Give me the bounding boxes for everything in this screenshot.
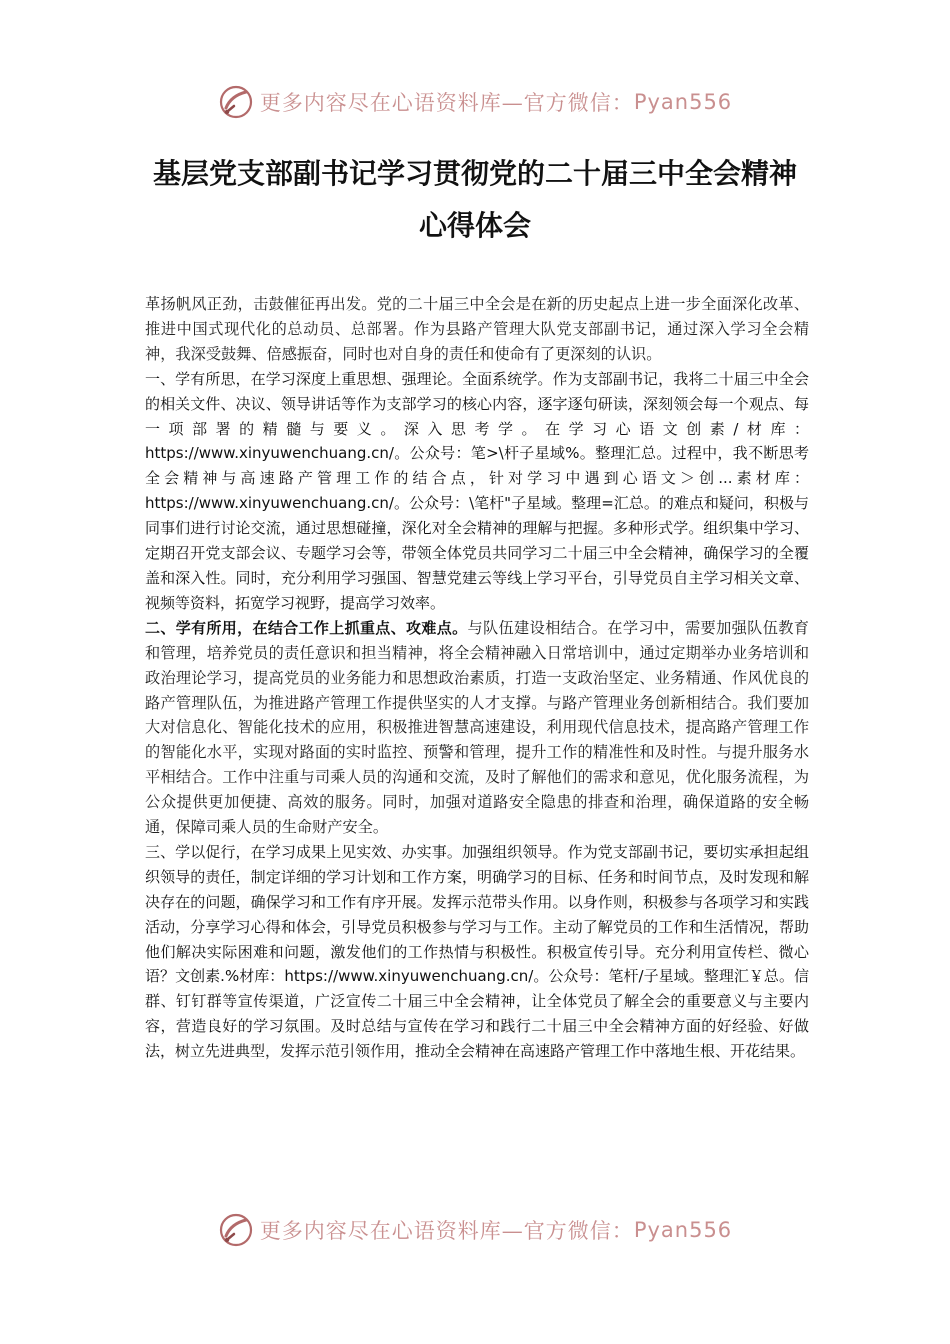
banner-wechat-id: Pyan556 (633, 90, 733, 114)
section-1-paragraph: 一、学有所思，在学习深度上重思想、强理论。全面系统学。作为支部副书记，我将二十届三中全会的相关文件、决议、领导讲话等作为支部学习的核心内容，逐字逐句研读，深刻领会每一个观点、每一项部署的精髓与要义。深入思考学。在学习心语文创素/材库：https://www.xinyuwenchuang.cn/。公众号：笔>\杆子星域%。整理汇总。过程中，我不断思考全会精神与高速路产管理工作的结合点，针对学习中遇到心语文＞创...素材库：https://www.xinyuwenchuang.cn/。公众号：\笔杆"子星域。整理=汇总。的难点和疑问，积极与同事们进行讨论交流，通过思想碰撞，深化对全会精神的理解与把握。多种形式学。组织集中学习、定期召开党支部会议、专题学习会等，带领全体党员共同学习二十届三中全会精神，确保学习的全覆盖和深入性。同时，充分利用学习强国、智慧党建云等线上学习平台，引导党员自主学习相关文章、视频等资料，拓宽学习视野，提高学习效率。 (145, 369, 809, 612)
brush-pen-logo-icon (218, 1212, 254, 1248)
section-2-paragraph (145, 616, 809, 840)
header-banner (0, 82, 950, 122)
footer-banner (0, 1210, 950, 1250)
banner-text: 更多内容尽在心语资料库—官方微信： (259, 1219, 634, 1243)
section-3-paragraph: 三、学以促行，在学习成果上见实效、办实事。加强组织领导。作为党支部副书记，要切实承担起组织领导的责任，制定详细的学习计划和工作方案，明确学习的目标、任务和时间节点，及时发现和解决存在的问题，确保学习和工作有序开展。发挥示范带头作用。以身作则，积极参与各项学习和实践活动，分享学习心得和体会，引导党员积极参与学习与工作。主动了解党员的工作和生活情况，帮助他们解决实际困难和问题，激发他们的工作热情与积极性。积极宣传引导。充分利用宣传栏、微心语？文创素.%材库：https://www.xinyuwenchuang.cn/。公众号：笔杆/子星域。整理汇￥总。信群、钉钉群等宣传渠道，广泛宣传二十届三中全会精神，让全体党员了解全会的重要意义与主要内容，营造良好的学习氛围。及时总结与宣传在学习和践行二十届三中全会精神方面的好经验、好做法，树立先进典型，发挥示范引领作用，推动全会精神在高速路产管理工作中落地生根、开花结果。 (145, 842, 809, 1061)
intro-paragraph: 革扬帆风正劲，击鼓催征再出发。党的二十届三中全会是在新的历史起点上进一步全面深化改革、推进中国式现代化的总动员、总部署。作为县路产管理大队党支部副书记，通过深入学习全会精神，我深受鼓舞、倍感振奋，同时也对自身的责任和使命有了更深刻的认识。 (145, 295, 809, 363)
brush-pen-logo-icon (218, 84, 254, 120)
section-2-heading: 二、学有所用，在结合工作上抓重点、攻难点。 (145, 618, 468, 637)
banner-wechat-id: Pyan556 (633, 1218, 733, 1242)
title-line-2: 心得体会 (418, 209, 531, 242)
banner-text: 更多内容尽在心语资料库—官方微信： (259, 91, 634, 115)
article-body (145, 292, 809, 1064)
title-line-1: 基层党支部副书记学习贯彻党的二十届三中全会精神 (152, 157, 797, 190)
page-title (100, 148, 850, 252)
section-2-body: 与队伍建设相结合。在学习中，需要加强队伍教育和管理，培养党员的责任意识和担当精神，将全会精神融入日常培训中，通过定期举办业务培训和政治理论学习，提高党员的业务能力和思想政治素质，打造一支政治坚定、业务精通、作风优良的路产管理队伍，为推进路产管理工作提供坚实的人才支撑。与路产管理业务创新相结合。我们要加大对信息化、智能化技术的应用，积极推进智慧高速建设，利用现代信息技术，提高路产管理工作的智能化水平，实现对路面的实时监控、预警和管理，提升工作的精准性和及时性。与提升服务水平相结合。工作中注重与司乘人员的沟通和交流，及时了解他们的需求和意见，优化服务流程，为公众提供更加便捷、高效的服务。同时，加强对道路安全隐患的排查和治理，确保道路的安全畅通，保障司乘人员的生命财产安全。 (145, 618, 809, 837)
